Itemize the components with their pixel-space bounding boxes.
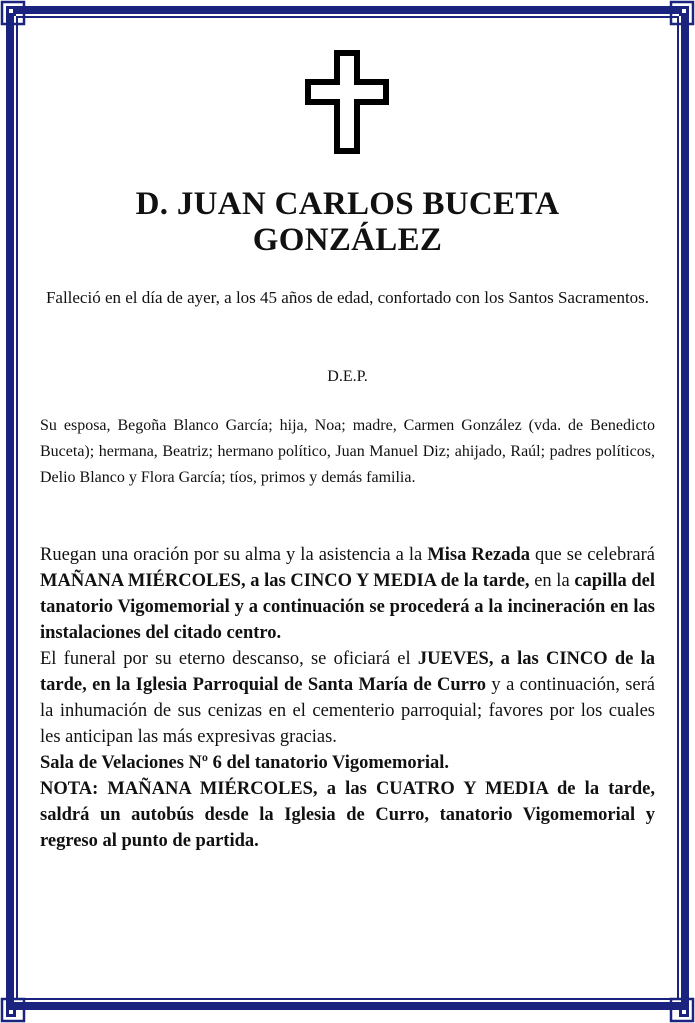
deceased-name-line2: GONZÁLEZ [252, 222, 443, 258]
mass-bold-2: MAÑANA MIÉRCOLES, a las CINCO Y MEDIA de la tarde, [40, 571, 530, 591]
mass-paragraph [40, 542, 655, 646]
service-announcement [40, 542, 655, 854]
corner-ornament-icon [0, 0, 30, 30]
corner-ornament-icon [665, 993, 695, 1023]
note-text: NOTA: MAÑANA MIÉRCOLES, a las CUATRO Y MEDIA de la tarde, saldrá un autobús desde la Iglesia de Curro, tanatorio Vigomemorial y regreso al punto de partida. [40, 779, 655, 851]
funeral-text-1: El funeral por su eterno descanso, se oficiará el [40, 649, 418, 669]
mass-text-2: que se celebrará [529, 545, 656, 565]
mass-bold-3: capilla del tanatorio Vigomemorial y a continuación se procederá a la incineración en las instalaciones del citado centro. [40, 571, 656, 643]
note-paragraph [40, 776, 655, 854]
funeral-bold-1: JUEVES, a las CINCO de la tarde, en la Iglesia Parroquial de Santa María de Curro [40, 649, 656, 695]
wake-room-text: Sala de Velaciones Nº 6 del tanatorio Vigomemorial. [40, 753, 449, 773]
rip-abbreviation: D.E.P. [327, 368, 368, 385]
funeral-paragraph [40, 646, 655, 750]
corner-ornament-icon [665, 0, 695, 30]
family-members-paragraph: Su esposa, Begoña Blanco García; hija, Noa; madre, Carmen González (vda. de Benedicto Buceta); hermana, Beatriz; hermano político, Juan Manuel Diz; ahijado, Raúl; padres políticos, Delio Blanco y Flora García; tíos, primos y demás familia. [40, 417, 655, 486]
corner-ornament-icon [0, 993, 30, 1023]
deceased-name-line1: D. JUAN CARLOS BUCETA [135, 186, 560, 222]
funeral-text-2: y a continuación, será la inhumación de sus cenizas en el cementerio parroquial; favores por los cuales les anticipan las más expresivas gracias. [40, 675, 656, 747]
mass-text-1: Ruegan una oración por su alma y la asistencia a la [40, 545, 428, 565]
wake-room-line [40, 750, 655, 776]
mass-bold-1: Misa Rezada [427, 545, 530, 565]
death-announcement: Falleció en el día de ayer, a los 45 años de edad, confortado con los Santos Sacramentos. [45, 288, 650, 307]
mass-text-3: en la [529, 571, 575, 591]
latin-cross-icon [305, 50, 389, 154]
deceased-name [40, 186, 655, 258]
